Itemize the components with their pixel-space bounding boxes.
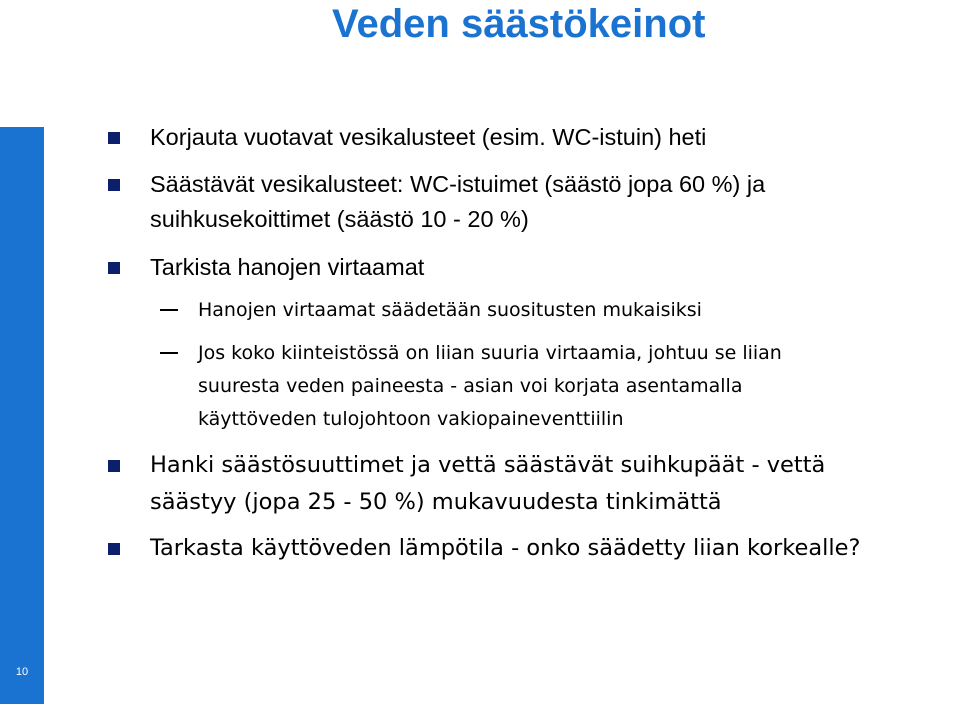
- square-bullet-icon: [108, 460, 120, 472]
- bullet-text: Säästävät vesikalusteet: WC-istuimet (säästö jopa 60 %) ja: [150, 171, 766, 197]
- side-accent-bar: [0, 127, 44, 704]
- square-bullet-icon: [108, 179, 120, 191]
- square-bullet-icon: [108, 132, 120, 144]
- dash-bullet-icon: [160, 309, 178, 311]
- bullet-text: Tarkista hanojen virtaamat: [150, 254, 425, 280]
- sub-bullet-text: suuresta veden paineesta - asian voi korjata asentamalla: [198, 375, 743, 397]
- square-bullet-icon: [108, 543, 120, 555]
- bullet-text: säästyy (jopa 25 - 50 %) mukavuudesta tinkimättä: [150, 489, 722, 515]
- slide-title: Veden säästökeinot: [332, 2, 706, 46]
- page-number: 10: [15, 666, 29, 678]
- bullet-text: suihkusekoittimet (säästö 10 - 20 %): [150, 206, 529, 232]
- sub-bullet-text: käyttöveden tulojohtoon vakiopaineventtiilin: [198, 408, 624, 430]
- square-bullet-icon: [108, 262, 120, 274]
- sub-bullet-text: Jos koko kiinteistössä on liian suuria virtaamia, johtuu se liian: [198, 342, 782, 364]
- sub-bullet-text: Hanojen virtaamat säädetään suositusten mukaisiksi: [198, 299, 702, 321]
- dash-bullet-icon: [160, 352, 178, 354]
- bullet-text: Hanki säästösuuttimet ja vettä säästävät suihkupäät - vettä: [150, 452, 826, 478]
- bullet-text: Tarkasta käyttöveden lämpötila - onko säädetty liian korkealle?: [150, 535, 861, 561]
- bullet-text: Korjauta vuotavat vesikalusteet (esim. WC-istuin) heti: [150, 124, 707, 150]
